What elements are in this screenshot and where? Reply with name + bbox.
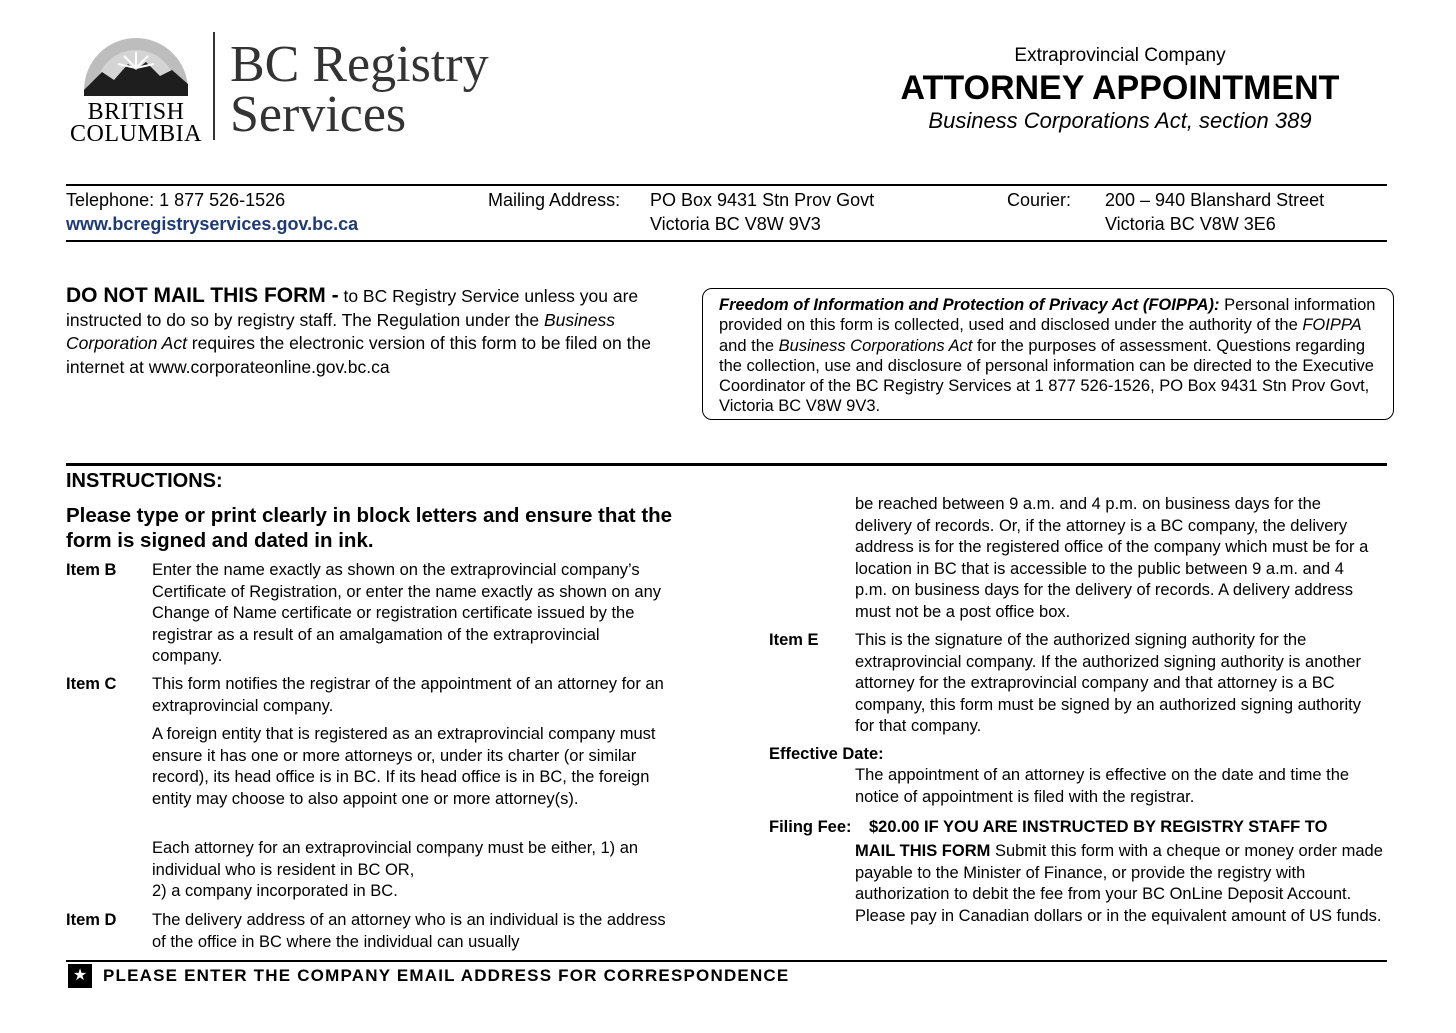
- item-d-label: Item D: [66, 911, 117, 929]
- item-e-text: This is the signature of the authorized signing authority for the extraprovincial company. If the authorized signing authority is another attorney for the extraprovincial company and that attorney is a BC company, this form must be signed by an authorized signing authority for that company.: [855, 631, 1361, 735]
- form-act-reference: Business Corporations Act, section 389: [928, 108, 1312, 133]
- courier-line-1: 200 – 940 Blanshard Street: [1105, 190, 1325, 210]
- instructions-heading: INSTRUCTIONS:: [66, 470, 223, 492]
- do-not-mail-lead: DO NOT MAIL THIS FORM -: [66, 284, 339, 307]
- header-rule-top: [66, 184, 1387, 186]
- item-c-paragraph-1: This form notifies the registrar of the appointment of an attorney for an extraprovincial company.: [152, 675, 664, 715]
- item-b-text: Enter the name exactly as shown on the extraprovincial company’s Certificate of Registration, or enter the name exactly as shown on any Change of Name certificate or registration certificate issued by the registrar as a result of an amalgamation of the extraprovincial company.: [152, 561, 662, 665]
- foippa-act-1: FOIPPA: [1302, 316, 1362, 335]
- sunset-mountains-icon: [80, 28, 192, 96]
- filing-fee-mail-this-form: MAIL THIS FORM: [855, 842, 991, 860]
- filing-fee-text: [855, 841, 1385, 927]
- telephone: Telephone: 1 877 526-1526: [66, 190, 286, 210]
- bc-registry-services-wordmark: [230, 36, 489, 143]
- star-icon: ★: [68, 964, 92, 988]
- form-title: ATTORNEY APPOINTMENT: [900, 69, 1340, 107]
- wordmark-line-1: BC Registry: [230, 36, 489, 93]
- foippa-title: Freedom of Information and Protection of Privacy Act (FOIPPA):: [719, 296, 1220, 314]
- header-rule-bottom: [66, 240, 1387, 242]
- logo-text-columbia: COLUMBIA: [69, 121, 202, 147]
- website-link[interactable]: www.bcregistryservices.gov.bc.ca: [66, 214, 359, 234]
- item-c-paragraph-2: A foreign entity that is registered as an extraprovincial company must ensure it has one or more attorneys or, under its charter (or similar record), its head office is in BC. If its head office is in BC, the foreign entity may choose to also appoint one or more attorney(s).: [152, 725, 656, 808]
- foippa-text-1: Personal information provided on this form is collected, used and disclosed under the authority of the: [719, 296, 1376, 335]
- foippa-text-2: and the: [719, 336, 779, 355]
- mailing-address-line-1: PO Box 9431 Stn Prov Govt: [650, 190, 875, 210]
- filing-fee-label: Filing Fee:: [769, 818, 852, 836]
- form-title-block: [880, 44, 1360, 134]
- company-email-prompt: PLEASE ENTER THE COMPANY EMAIL ADDRESS FOR CORRESPONDENCE: [103, 966, 790, 985]
- item-e-label: Item E: [769, 631, 819, 649]
- foippa-act-2: Business Corporations Act: [778, 336, 973, 355]
- courier-label: Courier:: [1007, 190, 1072, 210]
- effective-date-label: Effective Date:: [769, 745, 884, 763]
- item-c-paragraph-3a: Each attorney for an extraprovincial company must be either, 1) an individual who is resident in BC OR,: [152, 839, 639, 879]
- british-columbia-logo: [66, 28, 206, 146]
- instructions-intro: Please type or print clearly in block letters and ensure that the form is signed and dated in ink.: [66, 504, 673, 552]
- effective-date-text: The appointment of an attorney is effective on the date and time the notice of appointment is filed with the registrar.: [855, 766, 1350, 806]
- do-not-mail-text-1: to BC Registry Service unless you are instructed to do so by registry staff. The Regulation under the: [66, 286, 639, 330]
- filing-fee-details: Submit this form with a cheque or money order made payable to the Minister of Finance, or provide the registry with authorization to debit the fee from your BC OnLine Deposit Account. Please pay in Canadian dollars or in the equivalent amount of US funds.: [855, 842, 1383, 925]
- form-subtitle: Extraprovincial Company: [1014, 45, 1226, 66]
- item-d-continued: be reached between 9 a.m. and 4 p.m. on business days for the delivery of records. Or, if the attorney is a BC company, the delivery address is for the registered office of the company which must be for a location in BC that is accessible to the public between 9 a.m. and 4 p.m. on business days for the delivery of records. A delivery address must not be a post office box.: [855, 495, 1369, 621]
- courier-line-2: Victoria BC V8W 3E6: [1105, 214, 1276, 234]
- wordmark-line-2: Services: [230, 86, 407, 143]
- mailing-address-line-2: Victoria BC V8W 9V3: [650, 214, 821, 234]
- foippa-notice-box: [702, 288, 1394, 420]
- item-d-text: The delivery address of an attorney who is an individual is the address of the office in BC where the individual can usually: [152, 911, 666, 951]
- item-b-label: Item B: [66, 561, 117, 579]
- logo-text-british: BRITISH: [87, 99, 185, 125]
- item-c-paragraph-3b: 2) a company incorporated in BC.: [152, 882, 398, 900]
- do-not-mail-act: Business Corporation Act: [66, 309, 615, 353]
- item-c-label: Item C: [66, 675, 117, 693]
- filing-fee-amount: $20.00 IF YOU ARE INSTRUCTED BY REGISTRY STAFF TO: [869, 818, 1328, 836]
- instructions-rule-top: [66, 463, 1387, 466]
- do-not-mail-notice: [66, 284, 686, 379]
- logo-divider: [213, 32, 215, 140]
- mailing-address-label: Mailing Address:: [488, 190, 621, 210]
- foippa-text-3: for the purposes of assessment. Questions regarding the collection, use and disclosure of personal information can be directed to the Executive Coordinator of the BC Registry Services at 1 877 526-1526, PO Box 9431 Stn Prov Govt, Victoria BC V8W 9V3.: [719, 336, 1374, 416]
- do-not-mail-text-2: requires the electronic version of this form to be filed on the internet at www.corporateonline.gov.bc.ca: [66, 333, 651, 377]
- email-section-rule: [66, 960, 1387, 962]
